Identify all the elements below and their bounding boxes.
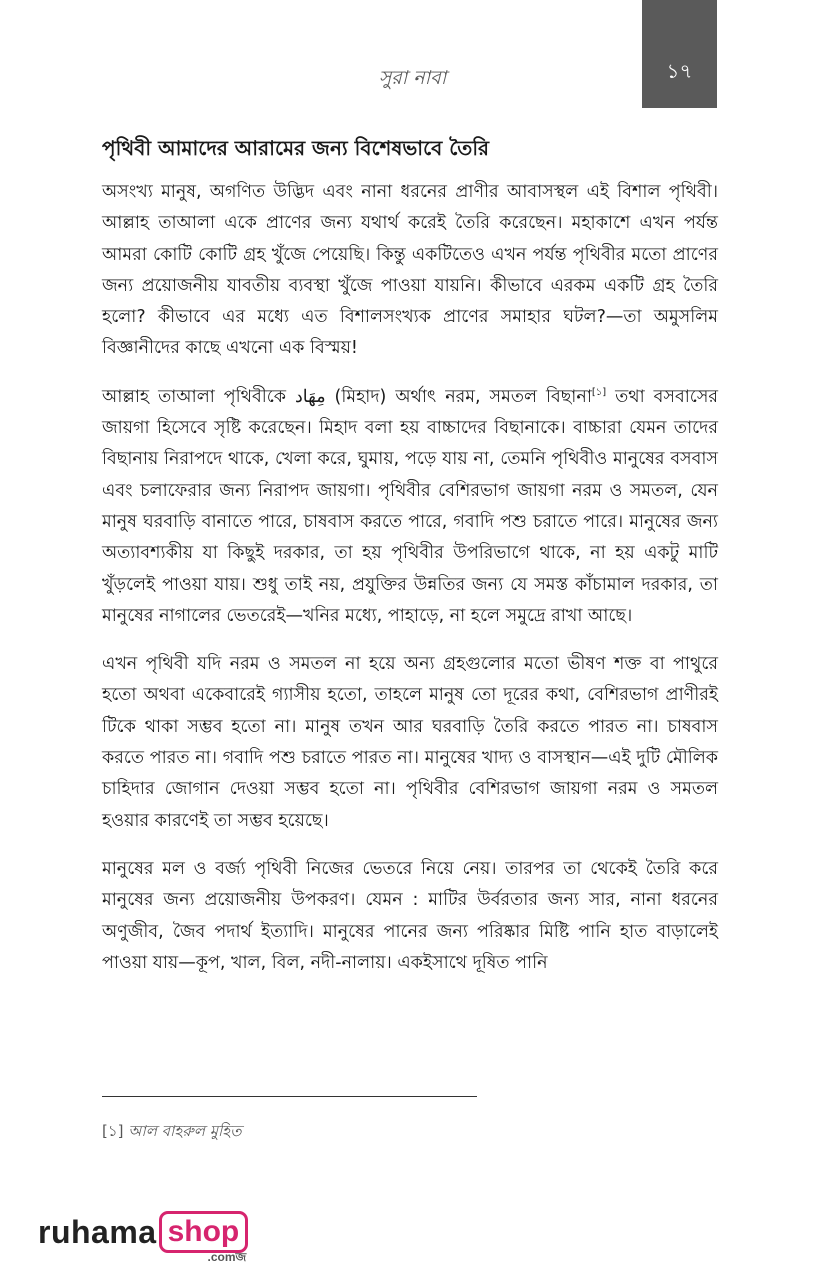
paragraph-4: মানুষের মল ও বর্জ্য পৃথিবী নিজের ভেতরে নিয়ে নেয়। তারপর তা থেকেই তৈরি করে মানুষের জন্য প্রয়োজনীয় উপকরণ। যেমন : মাটির উর্বরতার জন্য সার, নানা ধরনের অণুজীব, জৈব পদার্থ ইত্যাদি। মানুষের পানের জন্য পরিষ্কার মিষ্টি পানি হাত বাড়ালেই পাওয়া যায়—কূপ, খাল, বিল, নদী-নালায়। একইসাথে দূষিত পানি	[102, 858, 718, 973]
footnote-divider	[102, 1096, 477, 1097]
logo-shop-badge	[159, 1211, 249, 1264]
footnote-marker: [১]	[102, 1122, 124, 1140]
paragraph-2	[102, 382, 718, 632]
footnote-text: আল বাহরুল মুহিত	[128, 1122, 242, 1140]
running-title: সুরা নাবা	[378, 67, 447, 89]
ruhamashop-logo	[38, 1211, 248, 1264]
section-heading: পৃথিবী আমাদের আরামের জন্য বিশেষভাবে তৈরি	[102, 136, 490, 160]
paragraph-2-lead: আল্লাহ তাআলা পৃথিবীকে	[102, 386, 295, 407]
paragraph-3: এখন পৃথিবী যদি নরম ও সমতল না হয়ে অন্য গ্রহগুলোর মতো ভীষণ শক্ত বা পাথুরে হতো অথবা একেবারেই গ্যাসীয় হতো, তাহলে মানুষ তো দূরের কথা, বেশিরভাগ প্রাণীরই টিকে থাকা সম্ভব হতো না। মানুষ তখন আর ঘরবাড়ি তৈরি করতে পারত না। চাষবাস করতে পারত না। গবাদি পশু চরাতে পারত না। মানুষের খাদ্য ও বাসস্থান—এই দুটি মৌলিক চাহিদার জোগান দেওয়া সম্ভব হতো না। পৃথিবীর বেশিরভাগ জায়গা নরম ও সমতল হওয়ার কারণেই তা সম্ভব হয়েছে।	[102, 654, 718, 831]
page-body	[102, 133, 718, 996]
footnote-reference[interactable]: [১]	[591, 386, 607, 398]
paragraph-2-gloss: (মিহাদ) অর্থাৎ নরম, সমতল বিছানা	[325, 386, 592, 407]
logo-domain-text: .comজ	[207, 1250, 247, 1264]
page-number-tab	[642, 0, 717, 108]
footnote	[102, 1120, 241, 1145]
paragraph-1: অসংখ্য মানুষ, অগণিত উদ্ভিদ এবং নানা ধরনের প্রাণীর আবাসস্থল এই বিশাল পৃথিবী। আল্লাহ তাআলা একে প্রাণের জন্য যথার্থ করেই তৈরি করেছেন। মহাকাশে এখন পর্যন্ত আমরা কোটি কোটি গ্রহ খুঁজে পেয়েছি। কিন্তু একটিতেও এখন পর্যন্ত পৃথিবীর মতো প্রাণের জন্য প্রয়োজনীয় যাবতীয় ব্যবস্থা খুঁজে পাওয়া যায়নি। কীভাবে এরকম একটি গ্রহ তৈরি হলো? কীভাবে এর মধ্যে এত বিশালসংখ্যক প্রাণের সমাহার ঘটল?—তা অমুসলিম বিজ্ঞানীদের কাছে এখনো এক বিস্ময়!	[102, 182, 718, 359]
page-number: ১৭	[666, 59, 693, 83]
logo-brand-text: ruhama	[38, 1213, 157, 1250]
logo-shop-text: shop	[159, 1211, 249, 1253]
paragraph-2-rest: তথা বসবাসের জায়গা হিসেবে সৃষ্টি করেছেন। মিহাদ বলা হয় বাচ্চাদের বিছানাকে। বাচ্চারা যেমন তাদের বিছানায় নিরাপদে থাকে, খেলা করে, ঘুমায়, পড়ে যায় না, তেমনি পৃথিবীও মানুষের বসবাস এবং চলাফেরার জন্য নিরাপদ জায়গা। পৃথিবীর বেশিরভাগ জায়গা নরম ও সমতল, যেন মানুষ ঘরবাড়ি বানাতে পারে, চাষবাস করতে পারে, গবাদি পশু চরাতে পারে। মানুষের জন্য অত্যাবশ্যকীয় যা কিছুই দরকার, তা হয় পৃথিবীর উপরিভাগে থাকে, না হয় একটু মাটি খুঁড়লেই পাওয়া যায়। শুধু তাই নয়, প্রযুক্তির উন্নতির জন্য যে সমস্ত কাঁচামাল দরকার, তা মানুষের নাগালের ভেতরেই—খনির মধ্যে, পাহাড়ে, না হলে সমুদ্রে রাখা আছে।	[102, 386, 719, 626]
arabic-word: مِهَاد	[295, 386, 326, 407]
